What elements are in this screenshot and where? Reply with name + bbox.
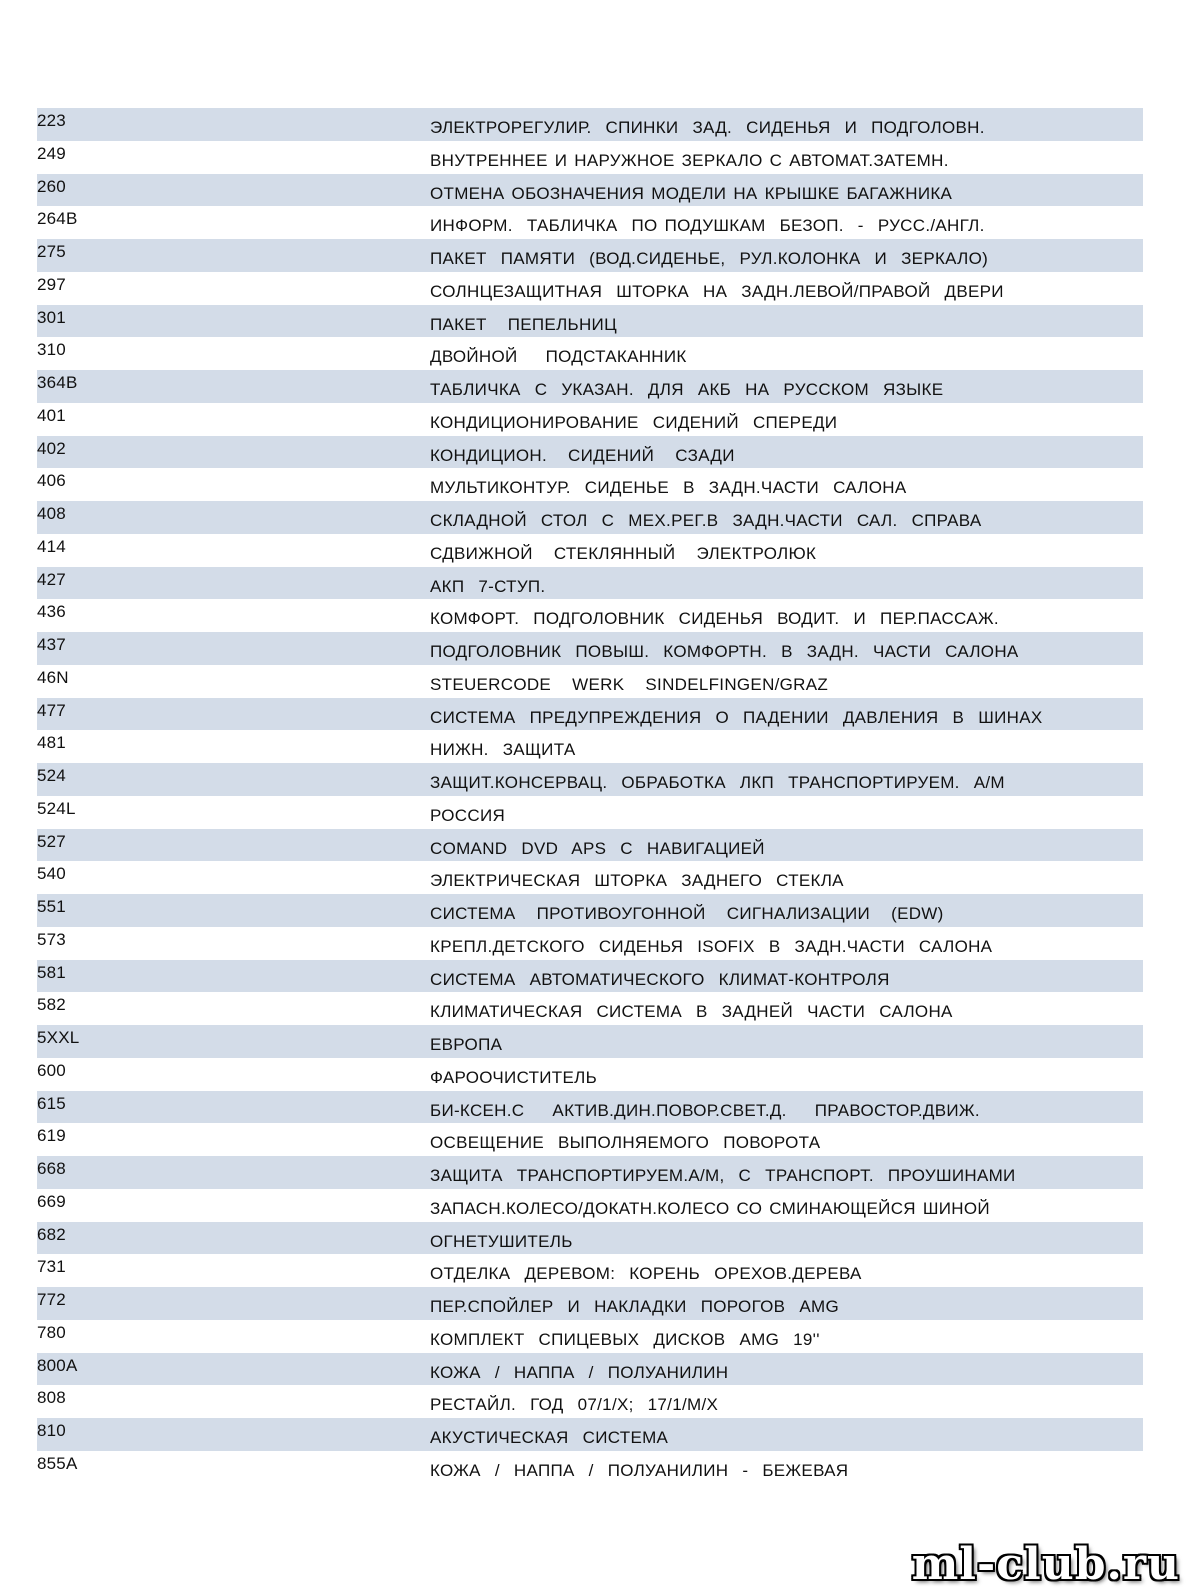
option-description: СИСТЕМА ПРЕДУПРЕЖДЕНИЯ О ПАДЕНИИ ДАВЛЕНИЯ В ШИНАХ [430, 707, 1043, 727]
option-code: 527 [37, 831, 66, 851]
option-code: 297 [37, 274, 66, 294]
option-description: КОЖА / НАППА / ПОЛУАНИЛИН [430, 1362, 729, 1382]
option-code: 46N [37, 667, 69, 687]
option-description: ЭЛЕКТРОРЕГУЛИР. СПИНКИ ЗАД. СИДЕНЬЯ И ПОДГОЛОВН. [430, 118, 985, 137]
option-code: 731 [37, 1257, 66, 1277]
option-code: 573 [37, 929, 66, 949]
option-code: 669 [37, 1191, 66, 1211]
option-code: 437 [37, 635, 66, 654]
option-row [37, 141, 1143, 174]
option-code: 800A [37, 1355, 78, 1375]
option-description: СОЛНЦЕЗАЩИТНАЯ ШТОРКА НА ЗАДН.ЛЕВОЙ/ПРАВОЙ ДВЕРИ [430, 281, 1004, 301]
option-row [37, 174, 1143, 207]
option-description: ПОДГОЛОВНИК ПОВЫШ. КОМФОРТН. В ЗАДН. ЧАСТИ САЛОНА [430, 642, 1019, 661]
option-code: 780 [37, 1322, 66, 1342]
option-row [37, 1222, 1143, 1255]
option-row [37, 599, 1143, 632]
option-description: ЗАЩИТ.КОНСЕРВАЦ. ОБРАБОТКА ЛКП ТРАНСПОРТИРУЕМ. А/М [430, 773, 1005, 792]
option-description: АКУСТИЧЕСКАЯ СИСТЕМА [430, 1428, 669, 1447]
option-description: СКЛАДНОЙ СТОЛ С МЕХ.РЕГ.В ЗАДН.ЧАСТИ САЛ. СПРАВА [430, 511, 982, 530]
option-description: ЗАЩИТА ТРАНСПОРТИРУЕМ.А/М, С ТРАНСПОРТ. ПРОУШИНАМИ [430, 1166, 1016, 1185]
option-description: ИНФОРМ. ТАБЛИЧКА ПО ПОДУШКАМ БЕЗОП. - РУСС./АНГЛ. [430, 216, 985, 236]
option-code: 5XXL [37, 1028, 80, 1047]
option-description: КОНДИЦИОН. СИДЕНИЙ СЗАДИ [430, 445, 735, 465]
option-description: КОМПЛЕКТ СПИЦЕВЫХ ДИСКОВ AMG 19'' [430, 1329, 820, 1349]
option-row [37, 861, 1143, 894]
option-row [37, 1156, 1143, 1189]
option-code: 301 [37, 307, 66, 327]
option-code: 524L [37, 798, 76, 818]
option-code: 855A [37, 1453, 78, 1473]
option-code: 310 [37, 340, 66, 360]
option-row [37, 370, 1143, 403]
option-description: ДВОЙНОЙ ПОДСТАКАННИК [430, 347, 687, 367]
option-row [37, 763, 1143, 796]
option-row [37, 1058, 1143, 1091]
option-description: РЕСТАЙЛ. ГОД 07/1/Х; 17/1/М/Х [430, 1395, 719, 1415]
option-code: 364B [37, 373, 78, 392]
option-description: STEUERCODE WERK SINDELFINGEN/GRAZ [430, 674, 829, 694]
option-description: ПАКЕТ ПЕПЕЛЬНИЦ [430, 314, 617, 334]
options-table [37, 108, 1143, 1484]
option-description: КРЕПЛ.ДЕТСКОГО СИДЕНЬЯ ISOFIX В ЗАДН.ЧАСТИ САЛОНА [430, 936, 993, 956]
option-code: 808 [37, 1388, 66, 1408]
option-row [37, 1091, 1143, 1124]
option-row [37, 272, 1143, 305]
option-row [37, 927, 1143, 960]
option-row [37, 239, 1143, 272]
option-description: ОТДЕЛКА ДЕРЕВОМ: КОРЕНЬ ОРЕХОВ.ДЕРЕВА [430, 1264, 862, 1284]
option-row [37, 665, 1143, 698]
option-code: 551 [37, 897, 66, 916]
option-code: 406 [37, 471, 66, 491]
option-row [37, 1353, 1143, 1386]
option-description: БИ-КСЕН.С АКТИВ.ДИН.ПОВОР.СВЕТ.Д. ПРАВОСТОР.ДВИЖ. [430, 1100, 980, 1120]
option-description: КОНДИЦИОНИРОВАНИЕ СИДЕНИЙ СПЕРЕДИ [430, 412, 838, 432]
option-code: 810 [37, 1421, 66, 1440]
option-row [37, 436, 1143, 469]
option-row [37, 796, 1143, 829]
option-code: 615 [37, 1093, 66, 1113]
option-code: 401 [37, 405, 66, 425]
option-description: КОМФОРТ. ПОДГОЛОВНИК СИДЕНЬЯ ВОДИТ. И ПЕР.ПАССАЖ. [430, 609, 999, 629]
option-code: 477 [37, 700, 66, 720]
option-row [37, 1385, 1143, 1418]
option-code: 600 [37, 1060, 66, 1080]
option-code: 772 [37, 1290, 66, 1309]
option-row [37, 698, 1143, 731]
option-row [37, 1287, 1143, 1320]
option-row [37, 829, 1143, 862]
option-row [37, 960, 1143, 993]
option-code: 682 [37, 1224, 66, 1244]
option-code: 524 [37, 766, 66, 785]
option-description: ВНУТРЕННЕЕ И НАРУЖНОЕ ЗЕРКАЛО С АВТОМАТ.ЗАТЕМН. [430, 150, 949, 170]
option-description: ТАБЛИЧКА С УКАЗАН. ДЛЯ АКБ НА РУССКОМ ЯЗЫКЕ [430, 380, 944, 399]
option-description: ПАКЕТ ПАМЯТИ (ВОД.СИДЕНЬЕ, РУЛ.КОЛОНКА И ЗЕРКАЛО) [430, 249, 989, 268]
option-description: РОССИЯ [430, 805, 506, 825]
option-code: 408 [37, 504, 66, 523]
option-description: КЛИМАТИЧЕСКАЯ СИСТЕМА В ЗАДНЕЙ ЧАСТИ САЛОНА [430, 1002, 953, 1022]
option-code: 540 [37, 864, 66, 884]
option-row [37, 1123, 1143, 1156]
option-row [37, 894, 1143, 927]
option-description: ЭЛЕКТРИЧЕСКАЯ ШТОРКА ЗАДНЕГО СТЕКЛА [430, 871, 844, 891]
option-row [37, 468, 1143, 501]
site-watermark: ml-club.ru [911, 1539, 1180, 1590]
option-description: НИЖН. ЗАЩИТА [430, 740, 576, 760]
option-row [37, 632, 1143, 665]
option-row [37, 1320, 1143, 1353]
option-row [37, 1189, 1143, 1222]
option-description: СДВИЖНОЙ СТЕКЛЯННЫЙ ЭЛЕКТРОЛЮК [430, 543, 817, 563]
option-description: МУЛЬТИКОНТУР. СИДЕНЬЕ В ЗАДН.ЧАСТИ САЛОНА [430, 478, 907, 498]
option-code: 264B [37, 209, 78, 229]
option-code: 260 [37, 176, 66, 196]
option-description: ОСВЕЩЕНИЕ ВЫПОЛНЯЕМОГО ПОВОРОТА [430, 1133, 821, 1153]
option-description: ЕВРОПА [430, 1035, 503, 1054]
option-row [37, 305, 1143, 338]
option-row [37, 992, 1143, 1025]
option-code: 275 [37, 242, 66, 261]
option-row [37, 206, 1143, 239]
option-row [37, 1451, 1143, 1484]
option-code: 402 [37, 438, 66, 458]
option-row [37, 534, 1143, 567]
option-row [37, 1025, 1143, 1058]
option-code: 223 [37, 111, 66, 130]
option-description: КОЖА / НАППА / ПОЛУАНИЛИН - БЕЖЕВАЯ [430, 1460, 849, 1480]
option-code: 619 [37, 1126, 66, 1146]
option-row [37, 1418, 1143, 1451]
option-code: 481 [37, 733, 66, 753]
option-row [37, 1254, 1143, 1287]
option-description: АКП 7-СТУП. [430, 576, 546, 596]
option-code: 436 [37, 602, 66, 622]
option-code: 582 [37, 995, 66, 1015]
option-description: COMAND DVD APS С НАВИГАЦИЕЙ [430, 838, 765, 858]
option-row [37, 730, 1143, 763]
option-description: СИСТЕМА ПРОТИВОУГОННОЙ СИГНАЛИЗАЦИИ (EDW) [430, 904, 944, 923]
option-description: ФАРООЧИСТИТЕЛЬ [430, 1067, 598, 1087]
option-row [37, 108, 1143, 141]
option-description: ОТМЕНА ОБОЗНАЧЕНИЯ МОДЕЛИ НА КРЫШКЕ БАГАЖНИКА [430, 183, 953, 203]
option-row [37, 403, 1143, 436]
option-description: СИСТЕМА АВТОМАТИЧЕСКОГО КЛИМАТ-КОНТРОЛЯ [430, 969, 890, 989]
option-row [37, 501, 1143, 534]
option-code: 581 [37, 962, 66, 982]
option-description: ЗАПАСН.КОЛЕСО/ДОКАТН.КОЛЕСО СО СМИНАЮЩЕЙСЯ ШИНОЙ [430, 1198, 990, 1218]
option-code: 427 [37, 569, 66, 589]
option-description: ОГНЕТУШИТЕЛЬ [430, 1231, 573, 1251]
option-description: ПЕР.СПОЙЛЕР И НАКЛАДКИ ПОРОГОВ AMG [430, 1297, 839, 1316]
option-code: 249 [37, 143, 66, 163]
option-code: 668 [37, 1159, 66, 1178]
option-row [37, 337, 1143, 370]
option-row [37, 567, 1143, 600]
option-code: 414 [37, 536, 66, 556]
